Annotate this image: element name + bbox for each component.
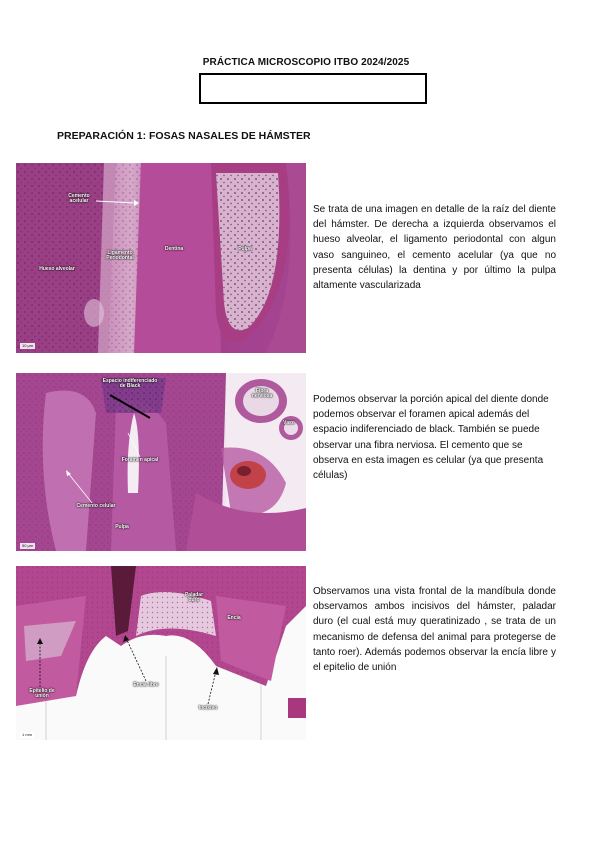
label-paladar-duro: Paladar duro — [184, 592, 204, 604]
label-vaso: Vaso — [283, 420, 295, 426]
label-encia: Encía — [227, 615, 241, 621]
arrow-cemento-icon — [16, 163, 306, 353]
label-cemento-acelular: Cemento acelular — [68, 193, 90, 205]
micrograph-1 — [16, 163, 306, 353]
label-espacio-black: Espacio indiferenciado de Black — [102, 378, 158, 390]
document-title: PRÁCTICA MICROSCOPIO ITBO 2024/2025 — [202, 57, 410, 68]
description-2: Podemos observar la porción apical del diente donde podemos observar el foramen apical además del espacio indiferenciado de black. También se puede observar una fibra nerviosa. El cemento que se observa en esta imagen es celular (ya que presenta células) — [313, 394, 549, 481]
label-pulpa: Pulpa — [238, 246, 252, 252]
label-ligamento: Ligamento Periodontal — [106, 250, 134, 262]
label-epitelio-union: Epitelio de unión — [29, 688, 55, 700]
label-dentina: Dentina — [164, 246, 184, 252]
label-incisivo: Incisivo — [198, 705, 218, 711]
arrows-figure-2-icon — [16, 373, 306, 551]
label-encia-libre: Encía libre — [133, 682, 159, 688]
scale-bar: 10 µm — [22, 343, 34, 348]
label-cemento-celular: Cemento celular — [76, 503, 116, 509]
section-title: PREPARACIÓN 1: FOSAS NASALES DE HÁMSTER — [57, 130, 311, 142]
description-3: Observamos una vista frontal de la mandíbula donde observamos ambos incisivos del hámster, paladar duro (el cual está muy queratinizado , se trata de un mecanismo de defensa del animal para protegerse de tanto roer). Además podemos observar la encía libre y el epitelio de unión — [313, 586, 556, 673]
arrows-figure-3-icon — [16, 566, 306, 740]
micrograph-2 — [16, 373, 306, 551]
scale-bar: 50 µm — [22, 543, 34, 548]
name-field-box[interactable] — [199, 73, 427, 104]
label-fibra-nerviosa: Fibra nerviosa — [251, 388, 273, 400]
micrograph-3 — [16, 566, 306, 740]
label-pulpa-2: Pulpa — [115, 524, 129, 530]
scale-bar: 1 mm — [22, 732, 32, 737]
description-1: Se trata de una imagen en detalle de la raíz del diente del hámster. De derecha a izquierda observamos el hueso alveolar, el ligamento periodontal con algun vaso sanguineo, el cemento acelular (ya que no presenta células) la dentina y por último la pulpa altamente vascularizada — [313, 204, 556, 291]
label-hueso-alveolar: Hueso alveolar — [39, 266, 75, 272]
label-foramen-apical: Foramen apical — [121, 457, 159, 463]
